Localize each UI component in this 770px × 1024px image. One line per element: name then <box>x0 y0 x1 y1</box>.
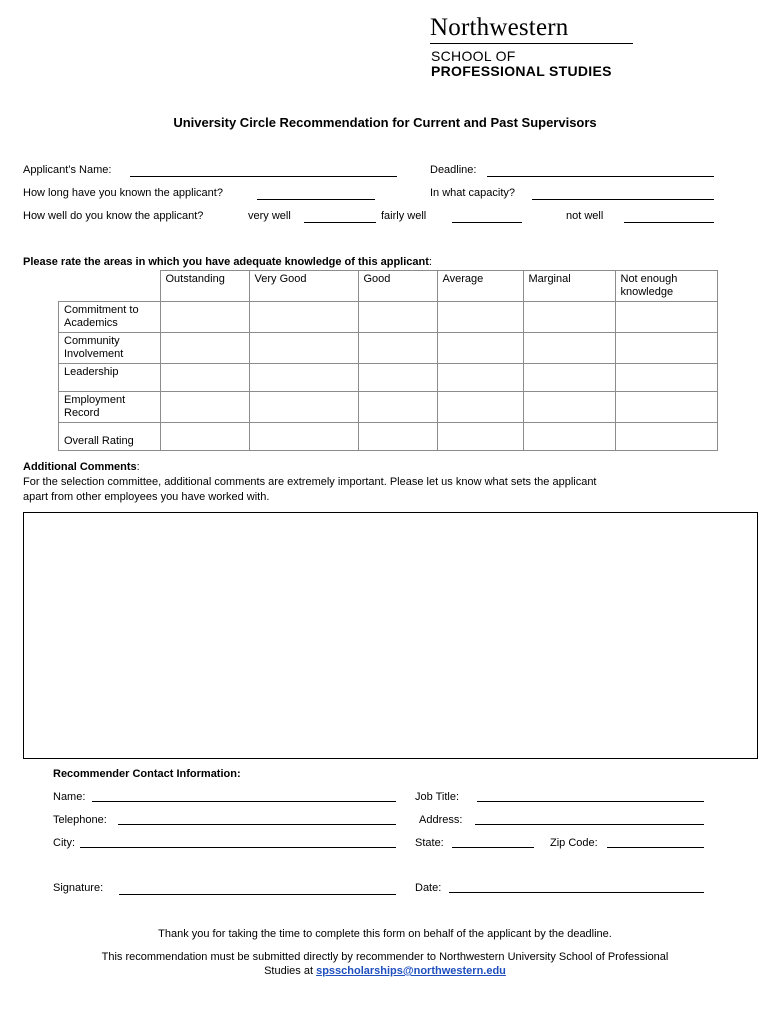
rating-cell[interactable] <box>437 333 523 364</box>
column-header-not-enough-knowledge: Not enough knowledge <box>615 271 717 302</box>
rating-cell[interactable] <box>249 364 358 392</box>
date-label: Date: <box>415 882 442 894</box>
comments-instruction-line2: apart from other employees you have worked with. <box>23 491 270 503</box>
city-label: City: <box>53 837 75 849</box>
ratings-row-community <box>59 333 718 364</box>
footer-submit-prefix: Studies at <box>264 965 314 977</box>
logo-subtitle-line1: SCHOOL OF <box>431 48 516 64</box>
ratings-corner-cell <box>59 271 161 302</box>
row-label-leadership: Leadership <box>59 364 161 392</box>
rating-cell[interactable] <box>615 333 717 364</box>
rating-cell[interactable] <box>615 423 717 451</box>
footer-submit-line2 <box>0 965 770 977</box>
rating-cell[interactable] <box>249 392 358 423</box>
recommender-name-label: Name: <box>53 791 86 803</box>
applicant-name-field[interactable] <box>130 176 397 177</box>
option-very-well-label: very well <box>248 210 291 222</box>
option-not-well-label: not well <box>566 210 604 222</box>
capacity-label: In what capacity? <box>430 187 515 199</box>
page-title: University Circle Recommendation for Current and Past Supervisors <box>173 115 597 130</box>
telephone-field[interactable] <box>118 824 396 825</box>
column-header-outstanding: Outstanding <box>160 271 249 302</box>
rating-cell[interactable] <box>358 423 437 451</box>
footer-thanks: Thank you for taking the time to complete this form on behalf of the applicant by the deadline. <box>158 928 612 940</box>
rating-cell[interactable] <box>249 423 358 451</box>
rating-cell[interactable] <box>358 302 437 333</box>
email-link[interactable]: spsscholarships@northwestern.edu <box>316 965 506 977</box>
recommender-name-field[interactable] <box>92 801 396 802</box>
city-field[interactable] <box>80 847 396 848</box>
deadline-field[interactable] <box>487 176 714 177</box>
column-header-marginal: Marginal <box>523 271 615 302</box>
ratings-row-overall <box>59 423 718 451</box>
column-header-average: Average <box>437 271 523 302</box>
footer-submit-line1: This recommendation must be submitted directly by recommender to Northwestern University School of Professional <box>101 951 669 963</box>
ratings-row-academics <box>59 302 718 333</box>
rating-cell[interactable] <box>160 423 249 451</box>
applicant-name-label: Applicant’s Name: <box>23 164 112 176</box>
option-fairly-well-label: fairly well <box>381 210 427 222</box>
rating-cell[interactable] <box>437 423 523 451</box>
rating-cell[interactable] <box>358 333 437 364</box>
option-fairly-well-field[interactable] <box>452 222 522 223</box>
row-label-employment: Employment Record <box>59 392 161 423</box>
comments-heading-colon: : <box>136 461 140 473</box>
capacity-field[interactable] <box>532 199 714 200</box>
column-header-very-good: Very Good <box>249 271 358 302</box>
state-label: State: <box>415 837 444 849</box>
ratings-prompt-colon: : <box>428 256 432 268</box>
rating-cell[interactable] <box>615 302 717 333</box>
rating-cell[interactable] <box>160 333 249 364</box>
known-duration-field[interactable] <box>257 199 375 200</box>
ratings-header-row <box>59 271 718 302</box>
rating-cell[interactable] <box>249 333 358 364</box>
rating-cell[interactable] <box>437 302 523 333</box>
option-not-well-field[interactable] <box>624 222 714 223</box>
rating-cell[interactable] <box>615 392 717 423</box>
ratings-prompt <box>23 256 432 268</box>
rating-cell[interactable] <box>437 392 523 423</box>
rating-cell[interactable] <box>160 302 249 333</box>
rating-cell[interactable] <box>358 364 437 392</box>
rating-cell[interactable] <box>523 333 615 364</box>
known-duration-label: How long have you known the applicant? <box>23 187 223 199</box>
job-title-field[interactable] <box>477 801 704 802</box>
rating-cell[interactable] <box>523 364 615 392</box>
rating-cell[interactable] <box>437 364 523 392</box>
ratings-row-employment <box>59 392 718 423</box>
comments-heading <box>23 461 140 473</box>
rating-cell[interactable] <box>160 364 249 392</box>
telephone-label: Telephone: <box>53 814 107 826</box>
ratings-row-leadership <box>59 364 718 392</box>
rating-cell[interactable] <box>358 392 437 423</box>
logo-wordmark: Northwestern <box>430 14 569 41</box>
logo-divider <box>430 43 633 44</box>
deadline-label: Deadline: <box>430 164 477 176</box>
signature-field[interactable] <box>119 894 396 895</box>
rating-cell[interactable] <box>615 364 717 392</box>
logo-subtitle-line2: PROFESSIONAL STUDIES <box>431 63 612 79</box>
job-title-label: Job Title: <box>415 791 460 803</box>
zip-code-label: Zip Code: <box>550 837 598 849</box>
rating-cell[interactable] <box>523 302 615 333</box>
row-label-overall: Overall Rating <box>59 423 161 451</box>
comments-textarea[interactable] <box>23 512 758 759</box>
option-very-well-field[interactable] <box>304 222 376 223</box>
row-label-academics: Commitment to Academics <box>59 302 161 333</box>
comments-instruction-line1: For the selection committee, additional comments are extremely important. Please let us know what sets the applicant <box>23 476 597 488</box>
ratings-prompt-text: Please rate the areas in which you have adequate knowledge of this applicant <box>23 256 429 268</box>
comments-heading-text: Additional Comments <box>23 461 137 473</box>
ratings-table <box>58 270 718 451</box>
recommender-heading: Recommender Contact Information: <box>53 768 241 780</box>
date-field[interactable] <box>449 892 704 893</box>
rating-cell[interactable] <box>523 423 615 451</box>
how-well-label: How well do you know the applicant? <box>23 210 204 222</box>
rating-cell[interactable] <box>523 392 615 423</box>
row-label-community: Community Involvement <box>59 333 161 364</box>
signature-label: Signature: <box>53 882 104 894</box>
address-label: Address: <box>419 814 463 826</box>
zip-code-field[interactable] <box>607 847 704 848</box>
address-field[interactable] <box>475 824 704 825</box>
rating-cell[interactable] <box>249 302 358 333</box>
column-header-good: Good <box>358 271 437 302</box>
rating-cell[interactable] <box>160 392 249 423</box>
state-field[interactable] <box>452 847 534 848</box>
